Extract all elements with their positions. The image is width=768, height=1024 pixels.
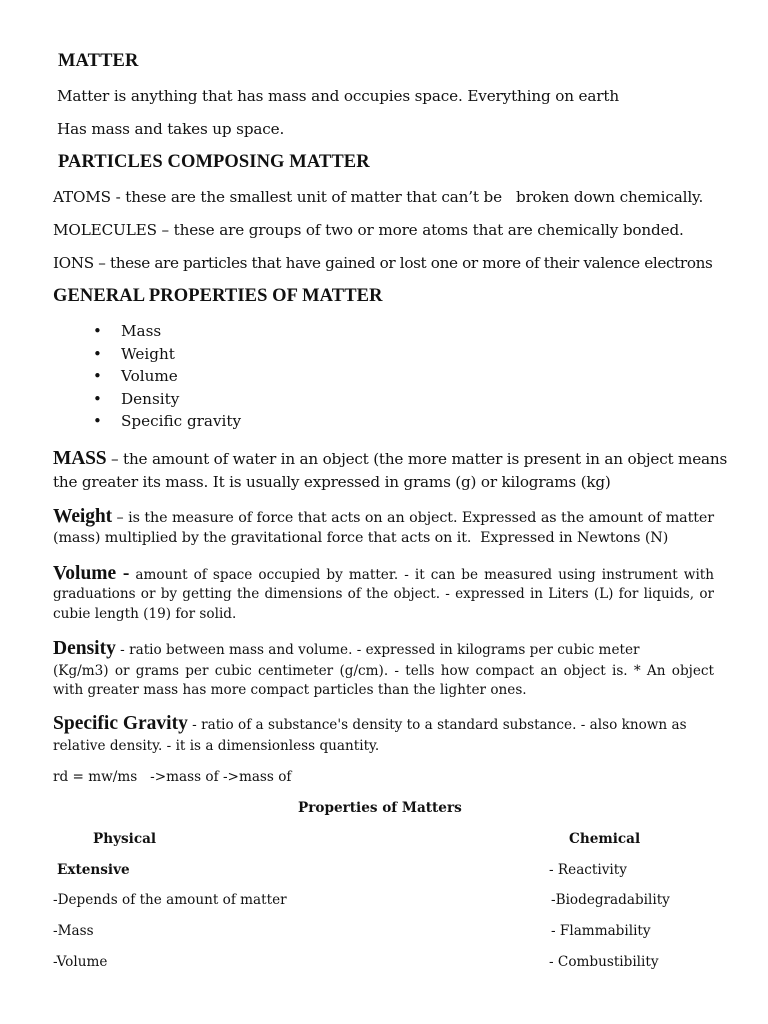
term-specific-gravity: Specific Gravity xyxy=(53,713,188,734)
list-item: • Mass xyxy=(93,320,241,343)
chemical-item: -Biodegradability xyxy=(551,892,670,908)
general-properties-list xyxy=(93,320,241,433)
heading-matter: MATTER xyxy=(58,51,139,71)
specific-gravity-definition-line-2: relative density. - it is a dimensionless quantity. xyxy=(53,738,380,754)
term-mass: MASS xyxy=(53,448,107,469)
density-definition-line-3: with greater mass has more compact particles than the lighter ones. xyxy=(53,682,527,698)
physical-header: Physical xyxy=(93,831,157,847)
particles-ions: IONS – these are particles that have gained or lost one or more of their valence electrons xyxy=(53,254,713,272)
mass-definition-line-1 xyxy=(53,448,728,470)
physical-item: -Mass xyxy=(53,923,94,939)
mass-text-1: – the amount of water in an object (the more matter is present in an object means xyxy=(111,450,728,468)
volume-definition-line-1 xyxy=(53,563,714,585)
list-item: • Volume xyxy=(93,365,241,388)
list-item: • Density xyxy=(93,388,241,411)
mass-definition-line-2: the greater its mass. It is usually expressed in grams (g) or kilograms (kg) xyxy=(53,473,611,491)
volume-text-1: amount of space occupied by matter. - it can be measured using instrument with xyxy=(135,567,715,583)
density-text-1: - ratio between mass and volume. - expressed in kilograms per cubic meter xyxy=(120,642,640,658)
density-definition-line-1 xyxy=(53,638,640,660)
heading-particles: PARTICLES COMPOSING MATTER xyxy=(58,152,370,172)
density-definition-line-2: (Kg/m3) or grams per cubic centimeter (g/cm). - tells how compact an object is. * An object xyxy=(53,663,714,679)
list-item: • Weight xyxy=(93,343,241,366)
matter-definition-line-1: Matter is anything that has mass and occupies space. Everything on earth xyxy=(57,87,619,105)
specific-gravity-text-1: - ratio of a substance's density to a standard substance. - also known as xyxy=(192,717,687,733)
volume-definition-line-2: graduations or by getting the dimensions of the object. - expressed in Liters (L) for liquids, or xyxy=(53,586,714,602)
table-title: Properties of Matters xyxy=(298,800,462,816)
physical-item: -Depends of the amount of matter xyxy=(53,892,287,908)
list-item: • Specific gravity xyxy=(93,410,241,433)
term-density: Density xyxy=(53,638,116,659)
physical-item-extensive: Extensive xyxy=(57,862,130,878)
chemical-item: - Combustibility xyxy=(549,954,659,970)
term-weight: Weight xyxy=(53,506,112,527)
chemical-item: - Reactivity xyxy=(549,862,627,878)
term-volume: Volume - xyxy=(53,563,130,584)
weight-definition-line-2: (mass) multiplied by the gravitational force that acts on it. Expressed in Newtons (N) xyxy=(53,530,669,546)
particles-molecules: MOLECULES – these are groups of two or more atoms that are chemically bonded. xyxy=(53,221,684,239)
weight-text-1: – is the measure of force that acts on an object. Expressed as the amount of matter xyxy=(116,510,714,526)
specific-gravity-definition-line-1 xyxy=(53,713,687,735)
chemical-item: - Flammability xyxy=(551,923,651,939)
physical-item: -Volume xyxy=(53,954,108,970)
particles-atoms: ATOMS - these are the smallest unit of matter that can’t be broken down chemically. xyxy=(53,188,704,206)
heading-general-properties: GENERAL PROPERTIES OF MATTER xyxy=(53,286,383,306)
weight-definition-line-1 xyxy=(53,506,714,528)
formula-rd: rd = mw/ms ->mass of ->mass of xyxy=(53,769,292,785)
matter-definition-line-2: Has mass and takes up space. xyxy=(57,120,285,138)
chemical-header: Chemical xyxy=(569,831,641,847)
volume-definition-line-3: cubie length (19) for solid. xyxy=(53,606,237,622)
